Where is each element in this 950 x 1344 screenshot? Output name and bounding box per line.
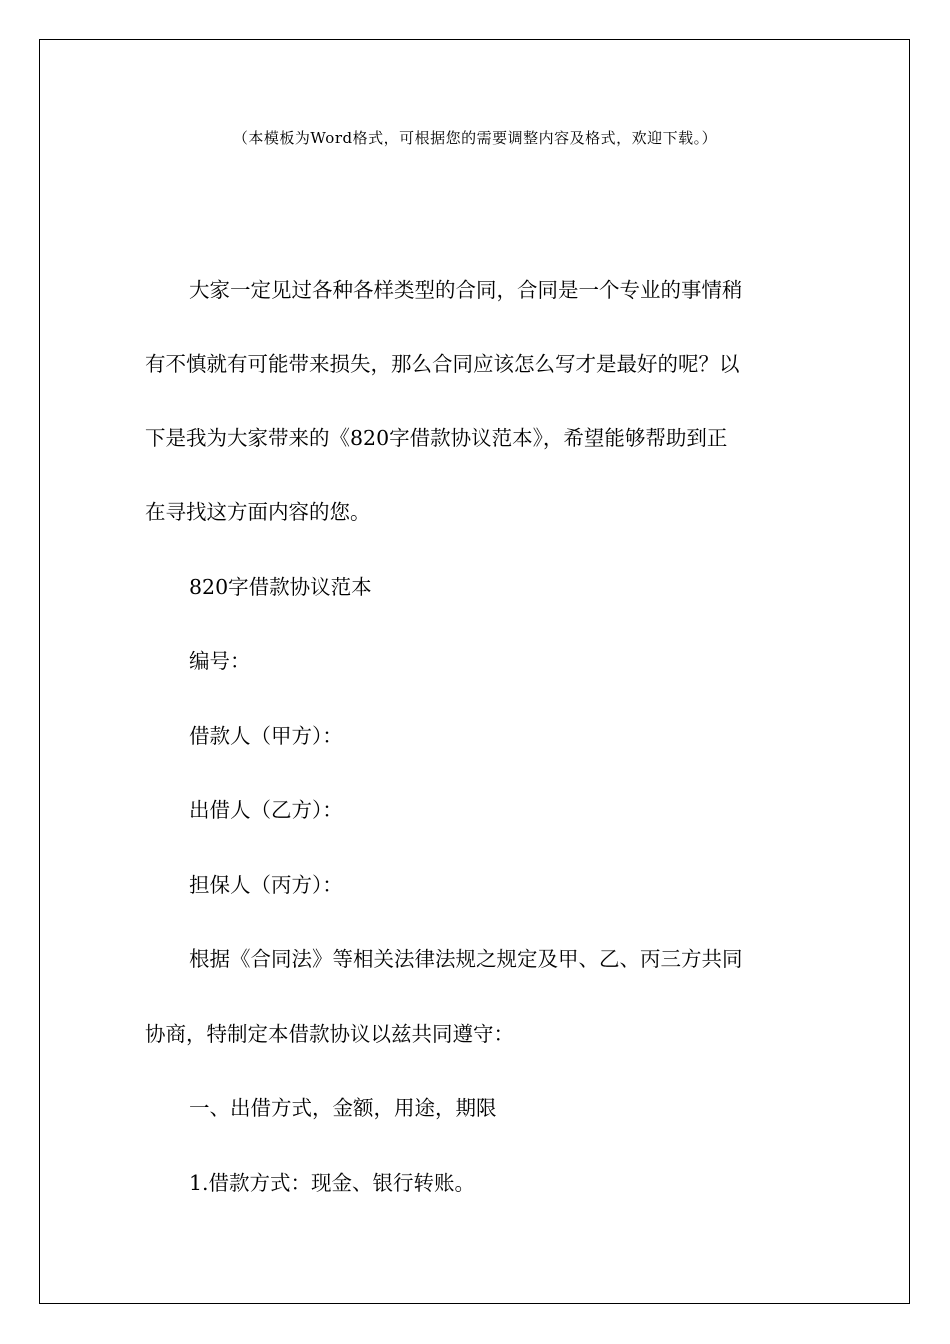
document-title: 820字借款协议范本 [189, 575, 372, 599]
intro-line-2: 有不慎就有可能带来损失，那么合同应该怎么写才是最好的呢？以 [145, 352, 740, 376]
template-header-note: （本模板为Word格式，可根据您的需要调整内容及格式，欢迎下载。） [232, 129, 718, 147]
borrower-label: 借款人（甲方）： [189, 724, 343, 748]
preamble-line-2: 协商，特制定本借款协议以兹共同遵守： [145, 1022, 514, 1046]
section-1-heading: 一、出借方式，金额，用途，期限 [189, 1096, 497, 1120]
guarantor-label: 担保人（丙方）： [189, 873, 343, 897]
intro-line-4: 在寻找这方面内容的您。 [145, 500, 371, 524]
lender-label: 出借人（乙方）： [189, 798, 343, 822]
number-label: 编号： [189, 649, 251, 673]
clause-1-1: 1.借款方式：现金、银行转账。 [189, 1171, 476, 1195]
intro-line-1: 大家一定见过各种各样类型的合同，合同是一个专业的事情稍 [189, 278, 743, 302]
preamble-line-1: 根据《合同法》等相关法律法规之规定及甲、乙、丙三方共同 [189, 947, 743, 971]
intro-line-3: 下是我为大家带来的《820字借款协议范本》，希望能够帮助到正 [145, 426, 728, 450]
